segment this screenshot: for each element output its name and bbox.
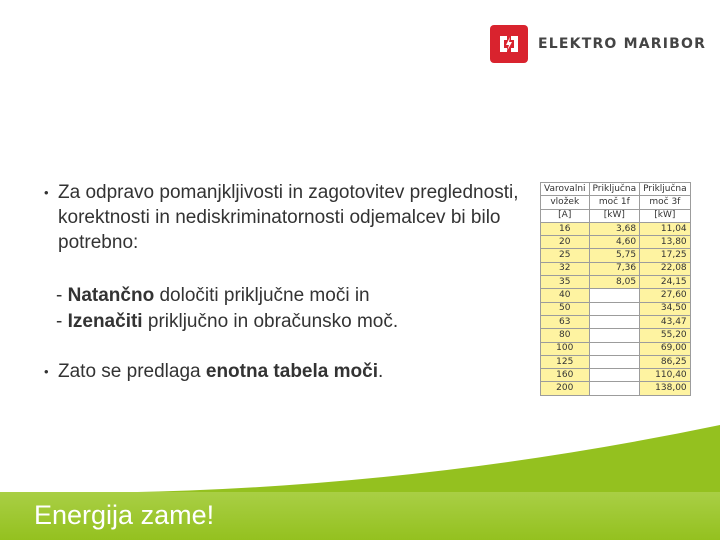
table-cell (589, 342, 640, 355)
footer-slogan: Energija zame! (34, 500, 215, 530)
header-cell: Priključna (589, 183, 640, 196)
header-cell: vložek (541, 196, 590, 209)
table-cell: 25 (541, 249, 590, 262)
table-cell: 13,80 (640, 236, 691, 249)
table-cell: 200 (541, 382, 590, 395)
table-cell: 43,47 (640, 315, 691, 328)
table-cell: 125 (541, 355, 590, 368)
table-cell: 40 (541, 289, 590, 302)
table-cell: 160 (541, 369, 590, 382)
sub-item-1-prefix: - (56, 285, 68, 306)
table-cell: 63 (541, 315, 590, 328)
table-cell: 138,00 (640, 382, 691, 395)
table-cell: 100 (541, 342, 590, 355)
table-cell: 8,05 (589, 276, 640, 289)
sub-item-2-prefix: - (56, 311, 68, 332)
bullet-2-text (58, 359, 383, 384)
table-cell: 55,20 (640, 329, 691, 342)
table-cell: 34,50 (640, 302, 691, 315)
table-cell: 22,08 (640, 262, 691, 275)
table-row (541, 355, 691, 368)
table-cell (589, 355, 640, 368)
table-cell: 69,00 (640, 342, 691, 355)
header-cell: moč 1f (589, 196, 640, 209)
sub-item-2-rest: priključno in obračunsko moč. (142, 311, 399, 332)
table-row (541, 276, 691, 289)
logo-text: ELEKTRO MARIBOR (538, 36, 707, 52)
table-cell (589, 289, 640, 302)
bullet-2-pre: Zato se predlaga (58, 361, 206, 382)
bullet-2 (44, 359, 524, 384)
power-table-body (541, 222, 691, 395)
sub-item-1-bold: Natančno (67, 285, 155, 306)
table-cell: 32 (541, 262, 590, 275)
header-cell: Varovalni (541, 183, 590, 196)
table-row (541, 315, 691, 328)
table-row (541, 329, 691, 342)
table-cell (589, 369, 640, 382)
table-cell: 5,75 (589, 249, 640, 262)
table-cell: 27,60 (640, 289, 691, 302)
table-cell: 17,25 (640, 249, 691, 262)
table-row (541, 249, 691, 262)
header-cell: Priključna (640, 183, 691, 196)
bullet-2-bold: enotna tabela moči (205, 361, 378, 382)
power-table (540, 182, 691, 396)
table-row (541, 342, 691, 355)
header-row (541, 183, 691, 196)
table-cell: 24,15 (640, 276, 691, 289)
header-row (541, 209, 691, 222)
table-cell: 50 (541, 302, 590, 315)
bullet-1-text: Za odpravo pomanjkljivosti in zagotovitev preglednosti, korektnosti in nediskriminatornosti odjemalcev bi bilo potrebno: (58, 182, 519, 253)
table-row (541, 369, 691, 382)
company-logo (490, 25, 706, 63)
table-cell: 20 (541, 236, 590, 249)
header-cell: [kW] (640, 209, 691, 222)
bullet-2-post: . (377, 361, 384, 382)
table-cell: 7,36 (589, 262, 640, 275)
table-cell: 86,25 (640, 355, 691, 368)
table-cell (589, 302, 640, 315)
table-cell: 16 (541, 222, 590, 235)
elektro-maribor-mark-icon (490, 25, 528, 63)
power-table-head (541, 183, 691, 223)
bullet-dot: • (44, 364, 49, 379)
table-row (541, 236, 691, 249)
table-row (541, 302, 691, 315)
bullet-dot: • (44, 185, 49, 200)
header-cell: moč 3f (640, 196, 691, 209)
sub-item-1 (56, 283, 524, 309)
table-cell: 80 (541, 329, 590, 342)
bullet-1 (44, 180, 524, 255)
table-cell: 110,40 (640, 369, 691, 382)
header-cell: [A] (541, 209, 590, 222)
table-cell: 3,68 (589, 222, 640, 235)
table-cell (589, 315, 640, 328)
table-cell: 35 (541, 276, 590, 289)
table-cell (589, 329, 640, 342)
table-cell: 4,60 (589, 236, 640, 249)
table-row (541, 382, 691, 395)
table-cell (589, 382, 640, 395)
table-row (541, 222, 691, 235)
sub-list (56, 283, 524, 335)
header-cell: [kW] (589, 209, 640, 222)
footer-wave (0, 420, 720, 495)
table-row (541, 262, 691, 275)
sub-item-1-rest: določiti priključne moči in (154, 285, 370, 306)
slide-content (44, 180, 524, 384)
table-cell: 11,04 (640, 222, 691, 235)
header-row (541, 196, 691, 209)
sub-item-2 (56, 309, 524, 335)
table-row (541, 289, 691, 302)
sub-item-2-bold: Izenačiti (67, 311, 143, 332)
